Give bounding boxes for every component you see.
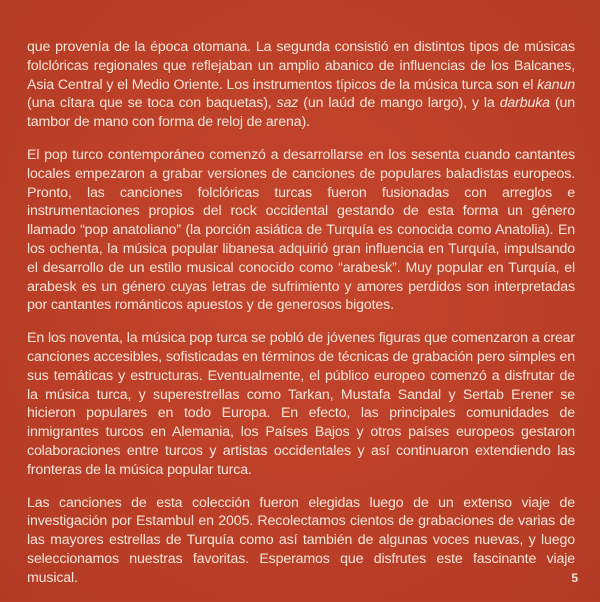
italic-term: saz [276,95,299,112]
text-segment: En los noventa, la música pop turca se pobló de jóvenes figuras que comenzaron a crear canciones accesibles, sofisticadas en términos de técnicas de grabación pero simples en sus temáticas y estructuras. Eventualmente, el público europeo comenzó a disfrutar de la música turca, y superestrellas como Tarkan, Mustafa Sandal y Sertab Erener se hicieron populares en todo Europa. En efecto, las principales comunidades de inmigrantes turcos en Alemania, los Países Bajos y otros países europeos gestaron colaboraciones entre turcos y artistas occidentales y así continuaron extendiendo las fronteras de la música popular turca. [27,330,575,478]
text-segment: (un laúd de mango largo), y la [298,95,500,112]
text-segment: El pop turco contemporáneo comenzó a desarrollarse en los sesenta cuando cantantes locales empezaron a grabar versiones de canciones de populares baladistas europeos. Pronto, las canciones folclóricas turcas fueron fusionadas con arreglos e instrumentaciones propios del rock occidental gestando de esta forma un género llamado “pop anatoliano” (la porción asiática de Turquía es conocida como Anatolia). En los ochenta, la música popular libanesa adquirió gran influencia en Turquía, impulsando el desarrollo de un estilo musical conocido como “arabesk”. Muy popular en Turquía, el arabesk es un género cuyas letras de sufrimiento y amores perdidos son interpretadas por cantantes románticos apuestos y de generosos bigotes. [27,146,575,314]
italic-term: darbuka [499,95,550,112]
italic-term: kanun [537,76,575,93]
text-segment: (un tambor de mano con forma de reloj de arena). [27,95,575,131]
body-text [27,38,575,602]
paragraph-1 [27,38,575,132]
paragraph-3 [27,329,575,479]
text-segment: (una cítara que se toca con baquetas), [27,95,277,112]
page-number: 5 [571,571,578,585]
paragraph-2 [27,146,575,315]
text-segment: Las canciones de esta colección fueron elegidas luego de un extenso viaje de investigación por Estambul en 2005. Recolectamos cientos de grabaciones de varias de las mayores estrellas de Turquía como así también de algunas voces nuevas, y luego seleccionamos nuestras favoritas. Esperamos que disfrutes este fascinante viaje musical. [27,494,575,586]
text-segment: que provenía de la época otomana. La segunda consistió en distintos tipos de músicas folclóricas regionales que reflejaban un amplio abanico de influencias de los Balcanes, Asia Central y el Medio Oriente. Los instrumentos típicos de la música turca son el [27,39,575,93]
paragraph-4 [27,494,575,588]
